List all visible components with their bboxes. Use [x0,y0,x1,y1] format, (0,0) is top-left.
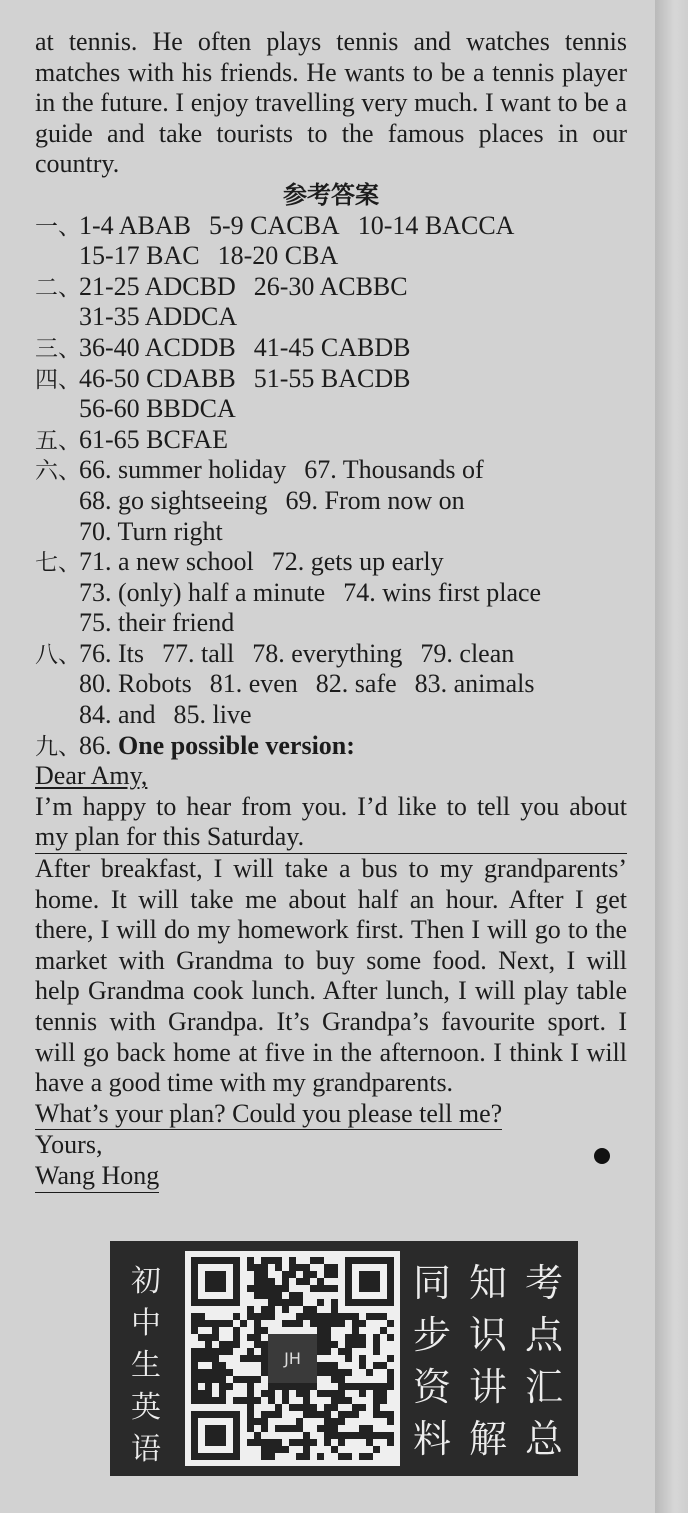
qr-center-label: JH [284,1349,301,1369]
promo-vertical-char: 语 [131,1432,161,1467]
answer-line [35,394,627,425]
promo-vertical-char: 中 [131,1306,161,1341]
answer-line [35,455,627,486]
promo-char: 点 [524,1313,563,1357]
promo-char: 考 [524,1261,563,1305]
promo-char: 解 [468,1417,507,1461]
promo-banner [110,1241,578,1476]
answer-item: 51-55 BACDB [253,363,411,393]
answer-item: 79. clean [420,638,515,668]
answer-item: 67. Thousands of [304,455,484,485]
essay-section-index: 九、 [35,733,81,760]
answer-item: 81. even [209,669,298,699]
answer-line [35,364,627,395]
answer-section-index: 七、 [35,550,81,577]
answer-item: 1-4 ABAB [79,210,191,240]
promo-column [464,1257,512,1462]
answer-line [35,425,627,456]
answer-item: 69. From now on [285,485,465,515]
answers-title: 参考答案 [283,180,379,209]
answer-item: 56-60 BBDCA [79,394,236,424]
answer-item: 18-20 CBA [217,241,339,271]
promo-char: 知 [468,1261,507,1305]
answer-item: 72. gets up early [271,547,444,577]
answer-line [35,241,627,272]
answer-item: 84. and [79,700,156,730]
letter-signature: Wang Hong [35,1161,159,1193]
promo-columns [408,1257,568,1462]
promo-char: 识 [468,1313,507,1357]
essay-number: 86. [79,730,112,760]
answer-item: 78. everything [252,638,403,668]
answer-item: 66. summer holiday [79,455,287,485]
answer-item: 82. safe [315,669,397,699]
answer-section-index: 四、 [35,366,81,393]
answer-section-index: 一、 [35,213,81,240]
answer-item: 76. Its [79,638,144,668]
promo-vertical-char: 初 [131,1264,161,1299]
answer-item: 85. live [173,700,252,730]
answer-line [35,211,627,242]
answer-item: 21-25 ADCBD [79,271,236,301]
promo-char: 讲 [468,1365,507,1409]
answer-item: 41-45 CABDB [253,332,411,362]
promo-char: 步 [412,1313,451,1357]
answer-item: 31-35 ADDCA [79,302,238,332]
answer-item: 15-17 BAC [79,241,200,271]
answer-line [35,669,627,700]
version-label: One possible version: [118,730,355,760]
letter [35,761,627,1192]
letter-signoff: Yours, [35,1130,103,1160]
answer-section-index: 三、 [35,335,81,362]
answer-line [35,486,627,517]
answer-item: 83. animals [414,669,535,699]
answer-item: 5-9 CACBA [208,210,340,240]
answer-item: 68. go sightseeing [79,485,268,515]
answer-section-index: 八、 [35,641,81,668]
page-edge [655,0,688,1513]
answer-section-index: 六、 [35,458,81,485]
answer-line [35,302,627,333]
promo-vertical-char: 生 [131,1348,161,1383]
bullet-dot [594,1148,610,1164]
promo-char: 料 [412,1417,451,1461]
letter-body: After breakfast, I will take a bus to my grandparents’ home. It will take me about half an hour. After I get there, I will do my homework first. Then I will go to the market with Grandma to buy some food. Next, I will help Grandma cook lunch. After lunch, I will play table tennis with Grandpa. It’s Grandpa’s favourite sport. I will go back home at five in the afternoon. I think I will have a good time with my grandparents. [35,854,627,1098]
answer-item: 73. (only) half a minute [79,577,326,607]
answer-item: 46-50 CDABB [79,363,236,393]
promo-char: 总 [524,1417,563,1461]
answer-section-index: 二、 [35,274,81,301]
intro-paragraph: at tennis. He often plays tennis and watches tennis matches with his friends. He wants to be a tennis player in the future. I enjoy travelling very much. I want to be a guide and take tourists to the famous places in our country. [35,27,627,179]
qr-code-pattern [191,1257,394,1460]
essay-heading [35,731,627,762]
letter-greeting: Dear Amy, [35,761,148,791]
answer-item: 80. Robots [79,669,192,699]
answer-line [35,578,627,609]
answer-item: 75. their friend [79,608,235,638]
promo-char: 汇 [524,1365,563,1409]
promo-vertical-title [128,1261,164,1471]
answer-line [35,333,627,364]
answer-item: 26-30 ACBBC [253,271,408,301]
qr-code[interactable] [185,1251,400,1466]
promo-column [408,1257,456,1462]
letter-opening: I’m happy to hear from you. I’d like to tell you about my plan for this Saturday. [35,792,627,854]
promo-vertical-char: 英 [131,1390,161,1425]
answer-item: 36-40 ACDDB [79,332,236,362]
answer-line [35,547,627,578]
answer-line [35,517,627,548]
answer-line [35,700,627,731]
article-content [35,27,627,1193]
answer-item: 77. tall [162,638,235,668]
answer-line [35,639,627,670]
promo-char: 资 [412,1365,451,1409]
letter-closing: What’s your plan? Could you please tell me? [35,1099,502,1131]
answer-section-index: 五、 [35,427,81,454]
answer-item: 71. a new school [79,547,254,577]
answer-item: 10-14 BACCA [357,210,515,240]
answer-line [35,608,627,639]
answer-line [35,272,627,303]
answer-item: 70. Turn right [79,516,223,546]
answer-item: 61-65 BCFAE [79,424,229,454]
promo-column [520,1257,568,1462]
answer-item: 74. wins first place [343,577,542,607]
promo-char: 同 [412,1261,451,1305]
answer-key [35,211,627,731]
